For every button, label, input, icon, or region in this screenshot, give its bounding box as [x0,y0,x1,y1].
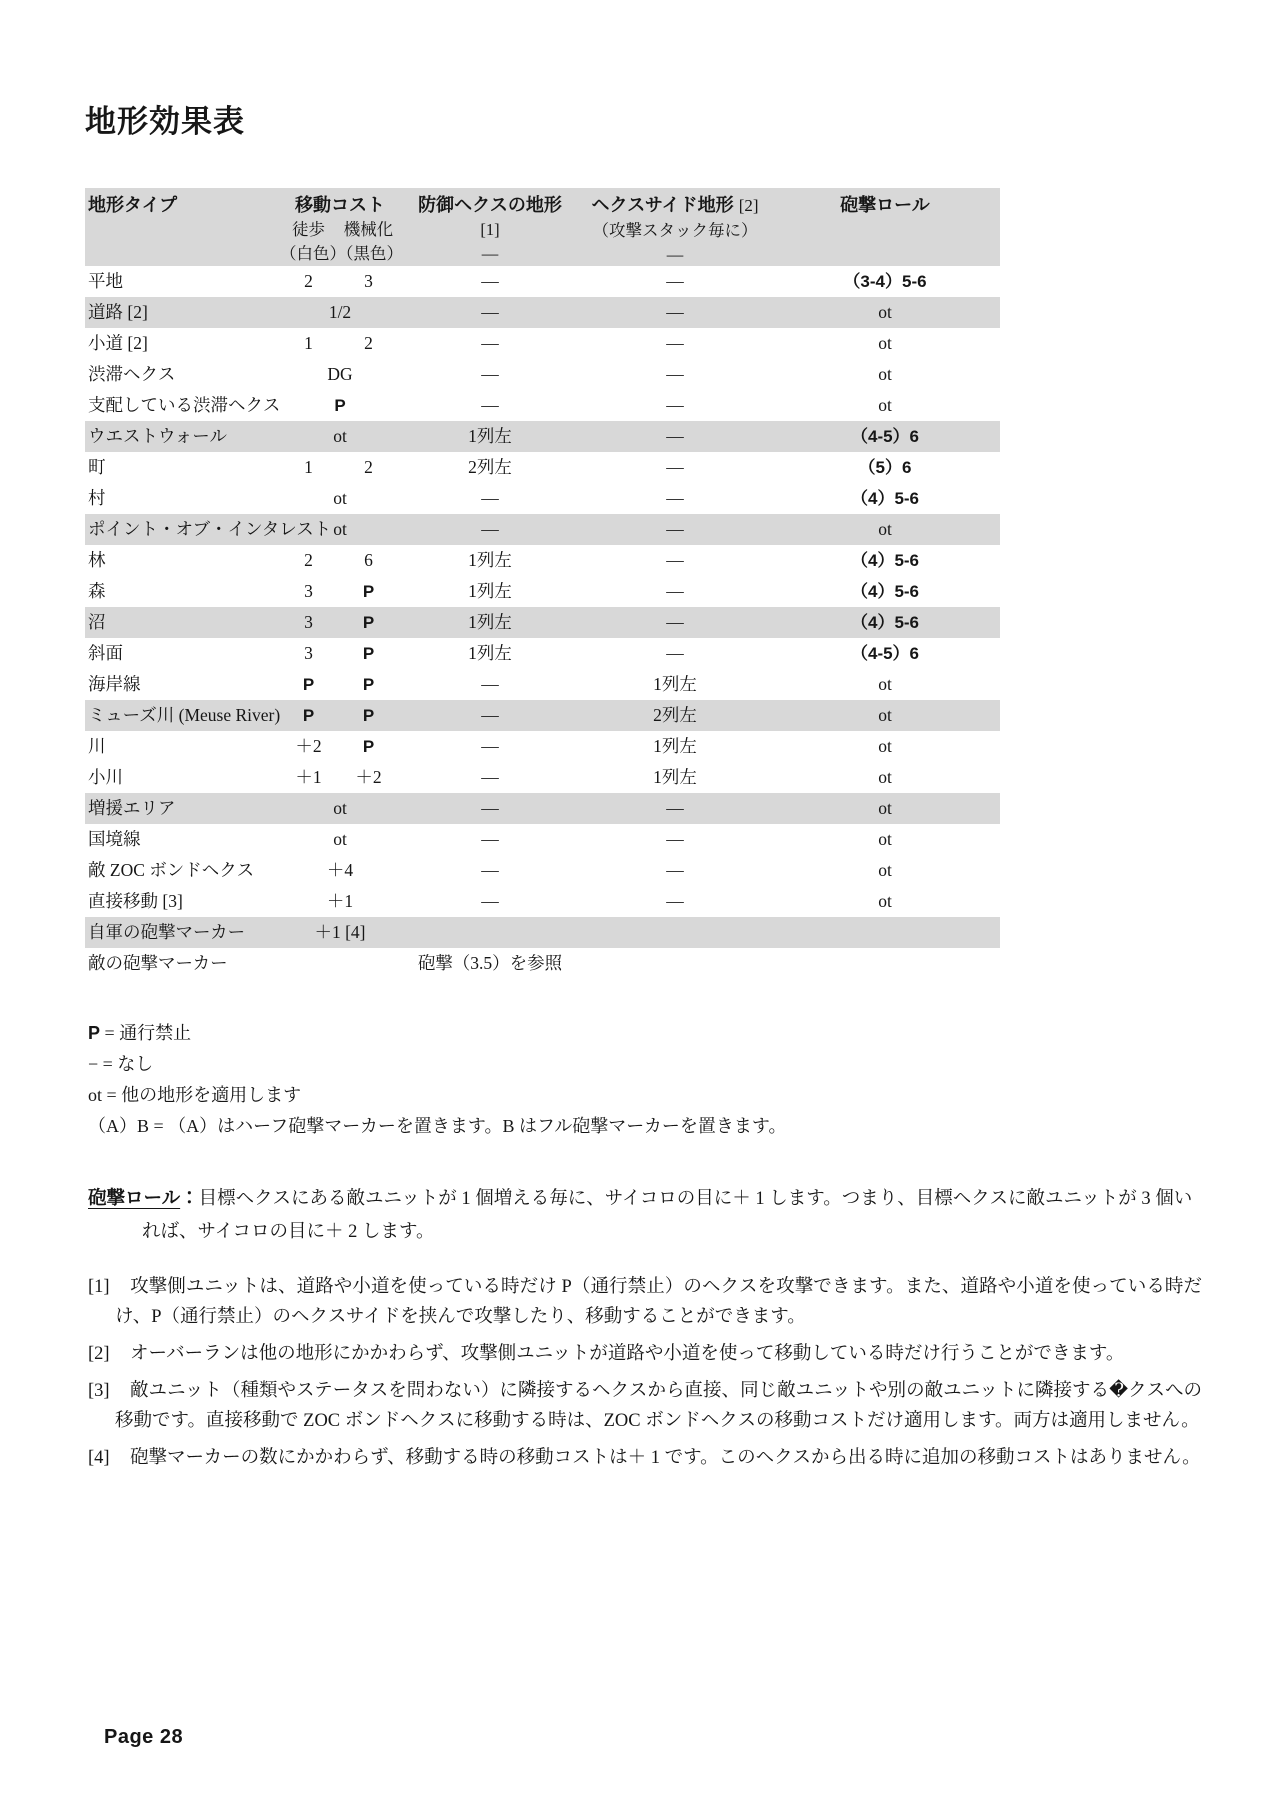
cell-movement-cost: ot [333,519,347,539]
movement-cost-label: 移動コスト [295,195,385,215]
cell-hexside: 1列左 [653,674,697,694]
cell-hexside: — [666,860,684,880]
cell-cost-foot: P [302,675,315,694]
table-row [85,824,1000,855]
cell-movement-cost: P [334,396,346,415]
legend-text: 通行禁止 [119,1023,192,1043]
cell-bombardment-roll: （4）5-6 [850,489,920,508]
cell-terrain-name: 海岸線 [88,674,141,694]
cell-terrain-name: 国境線 [88,829,141,849]
cell-hexside: — [666,333,684,353]
table-row [85,762,1000,793]
cell-defending-hex: 1列左 [468,612,512,632]
equals-sign: = [98,1054,118,1074]
foot-label: 徒歩 [292,220,325,239]
cell-defending-hex: — [481,395,499,415]
cell-defending-hex: 1列左 [468,550,512,570]
cell-movement-cost: DG [327,364,353,384]
table-row [85,390,1000,421]
equals-sign: = [149,1116,169,1136]
hexside-ref: [2] [738,196,759,215]
cell-cost-mechanized: 6 [364,550,373,570]
footnote-marker: [1] [88,1277,110,1297]
cell-movement-cost: ot [333,426,347,446]
cell-cost-foot: ＋1 [295,767,322,787]
cell-defending-hex: — [481,674,499,694]
cell-defending-hex: — [481,829,499,849]
legend-item [88,1018,786,1049]
cell-defending-hex: 1列左 [468,643,512,663]
mechanized-color-label: （黒色） [337,244,403,263]
cell-bombardment-roll: （4）5-6 [850,551,920,570]
cell-defending-hex: 1列左 [468,581,512,601]
cell-defending-hex: — [481,271,499,291]
cell-defending-hex: — [481,767,499,787]
cell-terrain-name: ミューズ川 (Meuse River) [88,705,281,725]
cell-cost-foot: 2 [304,271,313,291]
table-row [85,886,1000,917]
terrain-effects-table [85,188,1000,979]
cell-cost-mechanized: 2 [364,457,373,477]
column-header-bombardment-roll [770,192,1000,218]
cell-hexside: 1列左 [653,736,697,756]
cell-hexside: — [666,364,684,384]
table-row [85,948,1000,979]
cell-movement-cost: ＋1 [4] [314,922,366,942]
cell-hexside: — [666,643,684,663]
symbol-legend [88,1018,786,1142]
cell-terrain-name: 小道 [2] [88,333,148,353]
cell-terrain-name: 町 [88,457,106,477]
cell-defending-hex: 砲撃（3.5）を参照 [417,953,563,973]
table-row [85,328,1000,359]
table-row [85,452,1000,483]
cell-bombardment-roll: （5）6 [858,458,912,477]
cell-terrain-name: 敵 ZOC ボンドヘクス [88,860,255,880]
table-row [85,266,1000,297]
table-row [85,483,1000,514]
defending-hex-label: 防御ヘクスの地形 [418,195,562,215]
footnote-text: 敵ユニット（種類やステータスを問わない）に隣接するヘクスから直接、同じ敵ユニットや別の敵ユニットに隣接する�クスへの移動です。直接移動で ZOC ボンドヘクスに移動する時は、ZOC ボンドヘクスの移動コストだけ適用します。両方は適用しません。 [115,1381,1202,1431]
cell-defending-hex: — [481,519,499,539]
hexside-subnote: （攻撃スタック毎に） [592,221,758,240]
cell-defending-hex: — [481,364,499,384]
cell-terrain-name: 林 [88,550,106,570]
cell-terrain-name: 支配している渋滞ヘクス [88,395,281,415]
defending-hex-dash: — [481,244,499,263]
cell-terrain-name: 渋滞ヘクス [88,364,176,384]
cell-cost-mechanized: P [362,737,375,756]
defending-hex-ref: [1] [480,220,500,239]
footnote-marker: [4] [88,1448,110,1468]
cell-hexside: — [666,395,684,415]
cell-hexside: — [666,581,684,601]
table-row [85,297,1000,328]
cell-movement-cost: ＋4 [326,860,354,880]
cell-terrain-name: 増援エリア [88,798,176,818]
cost-subheader-types [280,218,400,242]
table-row [85,545,1000,576]
bombardment-roll-note-label: 砲撃ロール [88,1187,181,1208]
table-row [85,855,1000,886]
legend-text: 他の地形を適用します [121,1085,302,1105]
cell-bombardment-roll: ot [878,767,892,787]
cell-terrain-name: 自軍の砲撃マーカー [88,922,246,942]
column-header-defending-hex-terrain [400,192,580,266]
cell-cost-mechanized: ＋2 [355,767,382,787]
table-row [85,793,1000,824]
footnote-marker: [2] [88,1344,110,1364]
legend-item [88,1080,786,1111]
table-body [85,266,1000,979]
cell-bombardment-roll: ot [878,519,892,539]
cell-cost-foot: ＋2 [295,736,322,756]
table-row [85,607,1000,638]
table-row [85,638,1000,669]
cell-terrain-name: 平地 [88,271,123,291]
cell-bombardment-roll: （4-5）6 [850,427,920,446]
legend-item [88,1111,786,1142]
cell-cost-foot: 1 [304,333,313,353]
table-row [85,731,1000,762]
cell-movement-cost: ＋1 [326,891,354,911]
cell-terrain-name: 道路 [2] [88,302,148,322]
cell-terrain-name: 敵の砲撃マーカー [88,953,228,973]
cell-terrain-name: ウエストウォール [88,426,227,446]
cell-defending-hex: — [481,798,499,818]
legend-symbol: （A）B [88,1116,150,1136]
cell-bombardment-roll: ot [878,395,892,415]
table-row [85,359,1000,390]
table-row [85,917,1000,948]
cell-bombardment-roll: （4-5）6 [850,644,920,663]
cell-defending-hex: — [481,860,499,880]
footnotes [88,1272,1202,1480]
cell-hexside: 2列左 [653,705,697,725]
cell-bombardment-roll: ot [878,674,892,694]
table-row [85,700,1000,731]
cell-terrain-name: 村 [88,488,106,508]
bombardment-roll-label: 砲撃ロール [840,195,930,215]
cell-hexside: — [666,488,684,508]
cell-hexside: — [666,519,684,539]
cell-defending-hex: — [481,488,499,508]
cell-bombardment-roll: ot [878,302,892,322]
column-header-movement-cost [280,192,403,266]
cell-defending-hex: 2列左 [468,457,512,477]
footnote [88,1272,1202,1332]
legend-text: なし [117,1054,154,1074]
cell-movement-cost: ot [333,798,347,818]
cell-defending-hex: — [481,891,499,911]
cell-bombardment-roll: ot [878,891,892,911]
mechanized-label: 機械化 [343,220,394,239]
cell-bombardment-roll: ot [878,829,892,849]
cell-hexside: 1列左 [653,767,697,787]
cell-terrain-name: 直接移動 [3] [88,891,183,911]
bombardment-roll-note [88,1181,1200,1249]
cell-terrain-name: ポイント・オブ・インタレスト [88,519,332,539]
cell-cost-foot: P [302,706,315,725]
cell-bombardment-roll: ot [878,860,892,880]
page-number: Page 28 [104,1726,184,1748]
table-row [85,669,1000,700]
cell-defending-hex: — [481,736,499,756]
cell-hexside: — [666,426,684,446]
cell-bombardment-roll: ot [878,364,892,384]
legend-item [88,1049,786,1080]
cell-cost-mechanized: P [362,706,375,725]
equals-sign: = [102,1085,122,1105]
cell-cost-foot: 3 [304,581,313,601]
footnote-text: 砲撃マーカーの数にかかわらず、移動する時の移動コストは＋ 1 です。このヘクスから出る時に追加の移動コストはありません。 [130,1448,1201,1468]
cell-bombardment-roll: （4）5-6 [850,613,920,632]
cell-movement-cost: ot [333,829,347,849]
cell-hexside: — [666,457,684,477]
footnote [88,1376,1202,1436]
cell-bombardment-roll: （3-4）5-6 [843,272,927,291]
cell-cost-foot: 1 [304,457,313,477]
cell-defending-hex: — [481,705,499,725]
table-row [85,421,1000,452]
cell-bombardment-roll: ot [878,798,892,818]
cell-terrain-name: 小川 [88,767,123,787]
cell-cost-mechanized: P [362,613,375,632]
legend-symbol: ot [88,1085,103,1105]
cell-hexside: — [666,798,684,818]
hexside-label: ヘクスサイド地形 [2] [591,195,759,215]
table-row [85,576,1000,607]
cell-cost-mechanized: 2 [364,333,373,353]
cell-terrain-name: 沼 [88,612,106,632]
cell-defending-hex: — [481,333,499,353]
page-title: 地形効果表 [85,104,245,139]
cell-hexside: — [666,612,684,632]
footnote [88,1443,1202,1473]
cell-cost-mechanized: P [362,675,375,694]
cell-hexside: — [666,891,684,911]
column-header-hexside-terrain [580,192,770,267]
cell-terrain-name: 川 [88,736,106,756]
cell-bombardment-roll: ot [878,333,892,353]
legend-symbol: P [88,1023,101,1043]
table-row [85,514,1000,545]
bombardment-roll-note-text: 目標ヘクスにある敵ユニットが 1 個増える毎に、サイコロの目に＋ 1 します。つまり、目標ヘクスに敵ユニットが 3 個いれば、サイコロの目に＋ 2 します。 [142,1189,1193,1242]
legend-text: （A）はハーフ砲撃マーカーを置きます。B はフル砲撃マーカーを置きます。 [168,1116,787,1136]
equals-sign: = [100,1023,120,1043]
cell-terrain-name: 森 [88,581,106,601]
cost-subheader-colors [280,242,403,266]
cell-hexside: — [666,271,684,291]
hexside-dash: — [666,245,684,264]
cell-cost-mechanized: P [362,582,375,601]
legend-symbol: − [88,1054,99,1074]
cell-bombardment-roll: ot [878,705,892,725]
footnote [88,1339,1202,1369]
footnote-marker: [3] [88,1381,110,1401]
cell-bombardment-roll: ot [878,736,892,756]
cell-defending-hex: — [481,302,499,322]
cell-cost-mechanized: 3 [364,271,373,291]
cell-hexside: — [666,829,684,849]
cell-cost-mechanized: P [362,644,375,663]
cell-hexside: — [666,550,684,570]
cell-bombardment-roll: （4）5-6 [850,582,920,601]
note-colon: ： [180,1187,199,1208]
column-header-terrain-type [85,192,280,218]
cell-hexside: — [666,302,684,322]
terrain-type-label: 地形タイプ [88,195,178,215]
cell-terrain-name: 斜面 [88,643,123,663]
cell-defending-hex: 1列左 [468,426,512,446]
cell-cost-foot: 2 [304,550,313,570]
footnote-text: 攻撃側ユニットは、道路や小道を使っている時だけ P（通行禁止）のヘクスを攻撃できます。また、道路や小道を使っている時だけ、P（通行禁止）のヘクスサイドを挟んで攻撃したり、移動することができます。 [115,1277,1202,1327]
cell-movement-cost: ot [333,488,347,508]
cell-cost-foot: 3 [304,612,313,632]
table-header-row [85,188,1000,266]
cell-cost-foot: 3 [304,643,313,663]
footnote-text: オーバーランは他の地形にかかわらず、攻撃側ユニットが道路や小道を使って移動している時だけ行うことができます。 [130,1344,1125,1364]
cell-movement-cost: 1/2 [328,302,352,322]
foot-color-label: （白色） [280,244,346,263]
